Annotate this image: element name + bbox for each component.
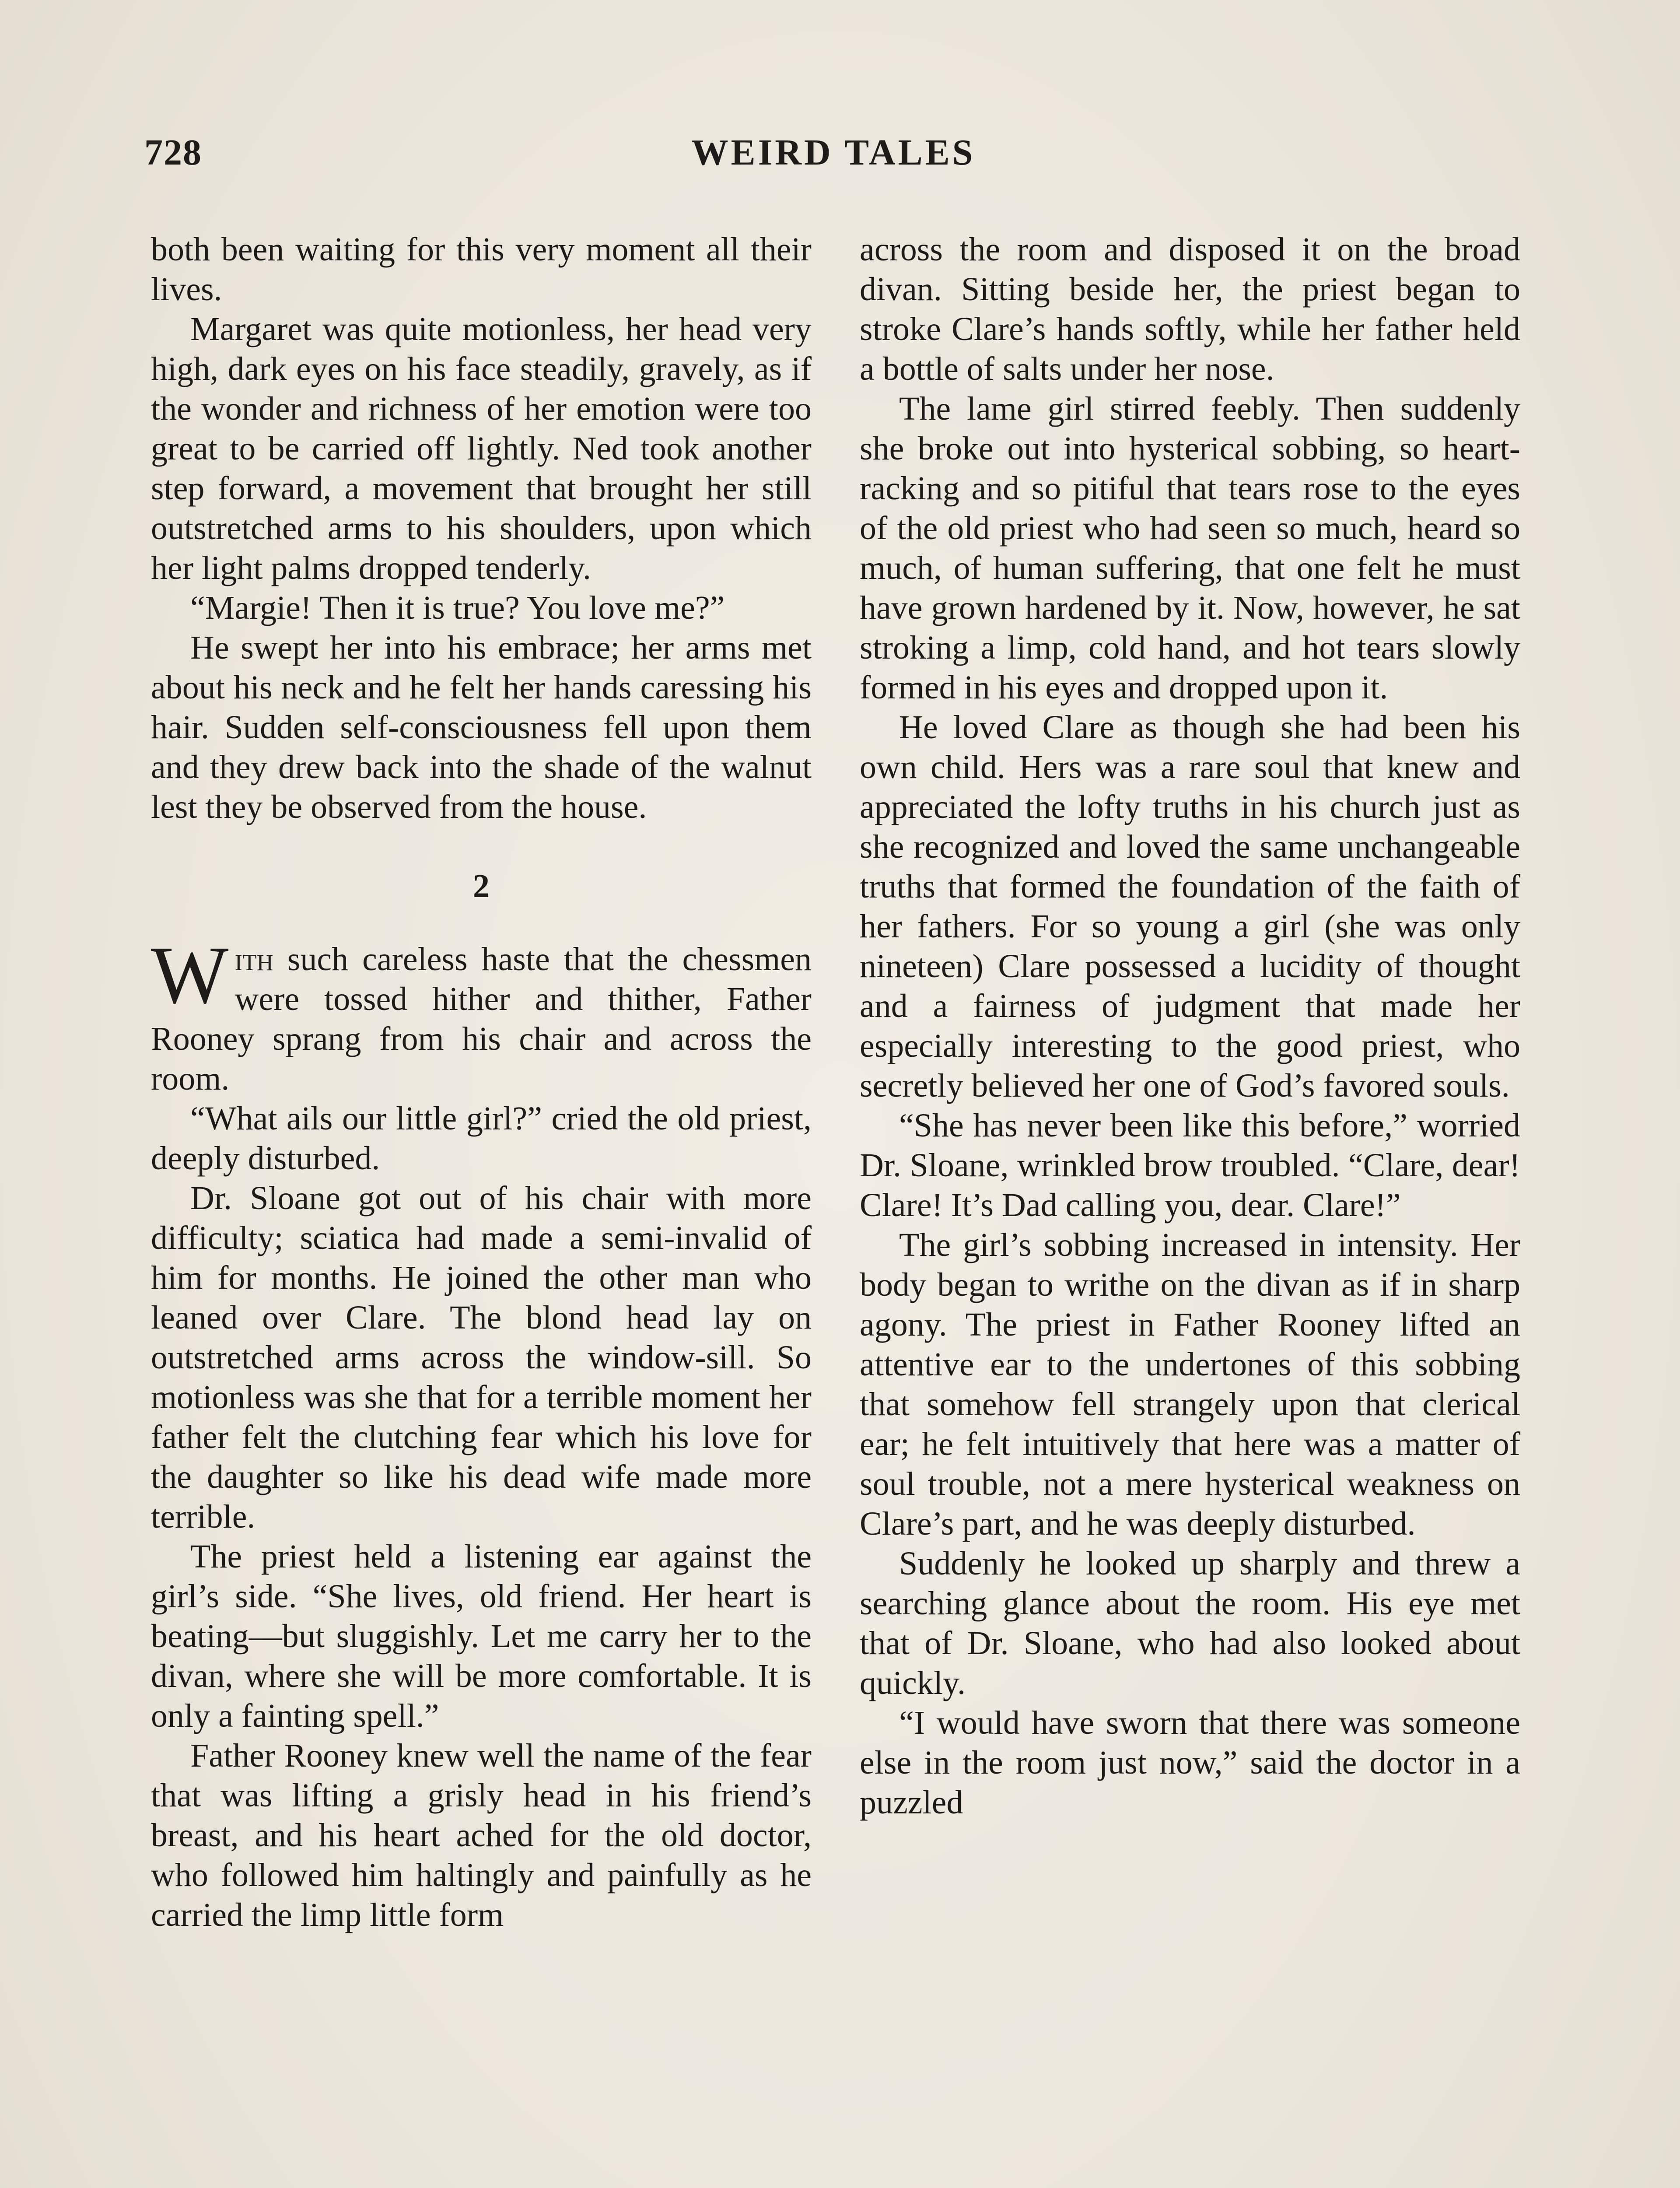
paragraph: “She has never been like this before,” worried Dr. Sloane, wrinkled brow troubled. “Clare, dear! Clare! It’s Dad calling you, dear. Clare!” [860, 1107, 1520, 1224]
paragraph: “What ails our little girl?” cried the old priest, deeply disturbed. [151, 1100, 812, 1177]
paragraph: Dr. Sloane got out of his chair with more difficulty; sciatica had made a semi-invalid of him for months. He joined the other man who leaned over Clare. The blond head lay on outstretched arms across the window-sill. So motionless was she that for a terrible moment her father felt the clutching fear which his love for the daughter so like his dead wife made more terrible. [151, 1180, 812, 1535]
paragraph: across the room and disposed it on the broad divan. Sitting beside her, the priest began to stroke Clare’s hands softly, while her father held a bottle of salts under her nose. [860, 231, 1520, 387]
paragraph: “Margie! Then it is true? You love me?” [190, 589, 725, 626]
paragraph-text: such careless haste that the chessmen were tossed hither and thither, Father Rooney sprang from his chair and across the room. [151, 941, 812, 1097]
paragraph: “I would have sworn that there was someone else in the room just now,” said the doctor in a puzzled [860, 1704, 1520, 1821]
paragraph: The lame girl stirred feebly. Then suddenly she broke out into hysterical sobbing, so heart-racking and so pitiful that tears rose to the eyes of the old priest who had seen so much, heard so much, of human suffering, that one felt he must have grown hardened by it. Now, however, he sat stroking a limp, cold hand, and hot tears slowly formed in his eyes and dropped upon it. [860, 390, 1520, 706]
page-header [144, 131, 1522, 184]
paragraph: The girl’s sobbing increased in intensity. Her body began to writhe on the divan as if in sharp agony. The priest in Father Rooney lifted an attentive ear to the undertones of this sobbing that somehow fell strangely upon that clerical ear; he felt intuitively that here was a matter of soul trouble, not a mere hysterical weakness on Clare’s part, and he was deeply disturbed. [860, 1227, 1520, 1542]
section-number: 2 [473, 868, 490, 905]
paragraph: He swept her into his embrace; her arms met about his neck and he felt her hands caressing his hair. Sudden self-consciousness fell upon them and they drew back into the shade of the walnut lest they be observed from the house. [151, 629, 812, 825]
left-column [151, 230, 812, 1935]
paragraph: Father Rooney knew well the name of the fear that was lifting a grisly head in his friend’s breast, and his heart ached for the old doctor, who followed him haltingly and painfully as he carried the limp little form [151, 1737, 812, 1933]
page-number: 728 [144, 132, 202, 173]
paragraph-dropcap [151, 929, 812, 1099]
paragraph: both been waiting for this very moment all their lives. [151, 231, 812, 308]
running-title: WEIRD TALES [691, 132, 976, 173]
right-column [860, 230, 1520, 1823]
paragraph: Margaret was quite motionless, her head very high, dark eyes on his face steadily, gravely, as if the wonder and richness of her emotion were too great to be carried off lightly. Ned took another step forward, a movement that brought her still outstretched arms to his shoulders, upon which her light palms dropped tenderly. [151, 311, 812, 586]
drop-cap-letter: W [151, 929, 229, 1020]
paragraph: Suddenly he looked up sharply and threw a searching glance about the room. His eye met that of Dr. Sloane, who had also looked about quickly. [860, 1545, 1520, 1701]
small-caps-word: ith [234, 941, 273, 978]
paragraph: The priest held a listening ear against the girl’s side. “She lives, old friend. Her heart is beating—but sluggishly. Let me carry her to the divan, where she will be more comfortable. It is only a fainting spell.” [151, 1538, 812, 1734]
paragraph: He loved Clare as though she had been his own child. Hers was a rare soul that knew and appreciated the lofty truths in his church just as she recognized and loved the same unchangeable truths that formed the foundation of the faith of her fathers. For so young a girl (she was only nineteen) Clare possessed a lucidity of thought and a fairness of judgment that made her especially interesting to the good priest, who secretly believed her one of God’s favored souls. [860, 709, 1520, 1104]
